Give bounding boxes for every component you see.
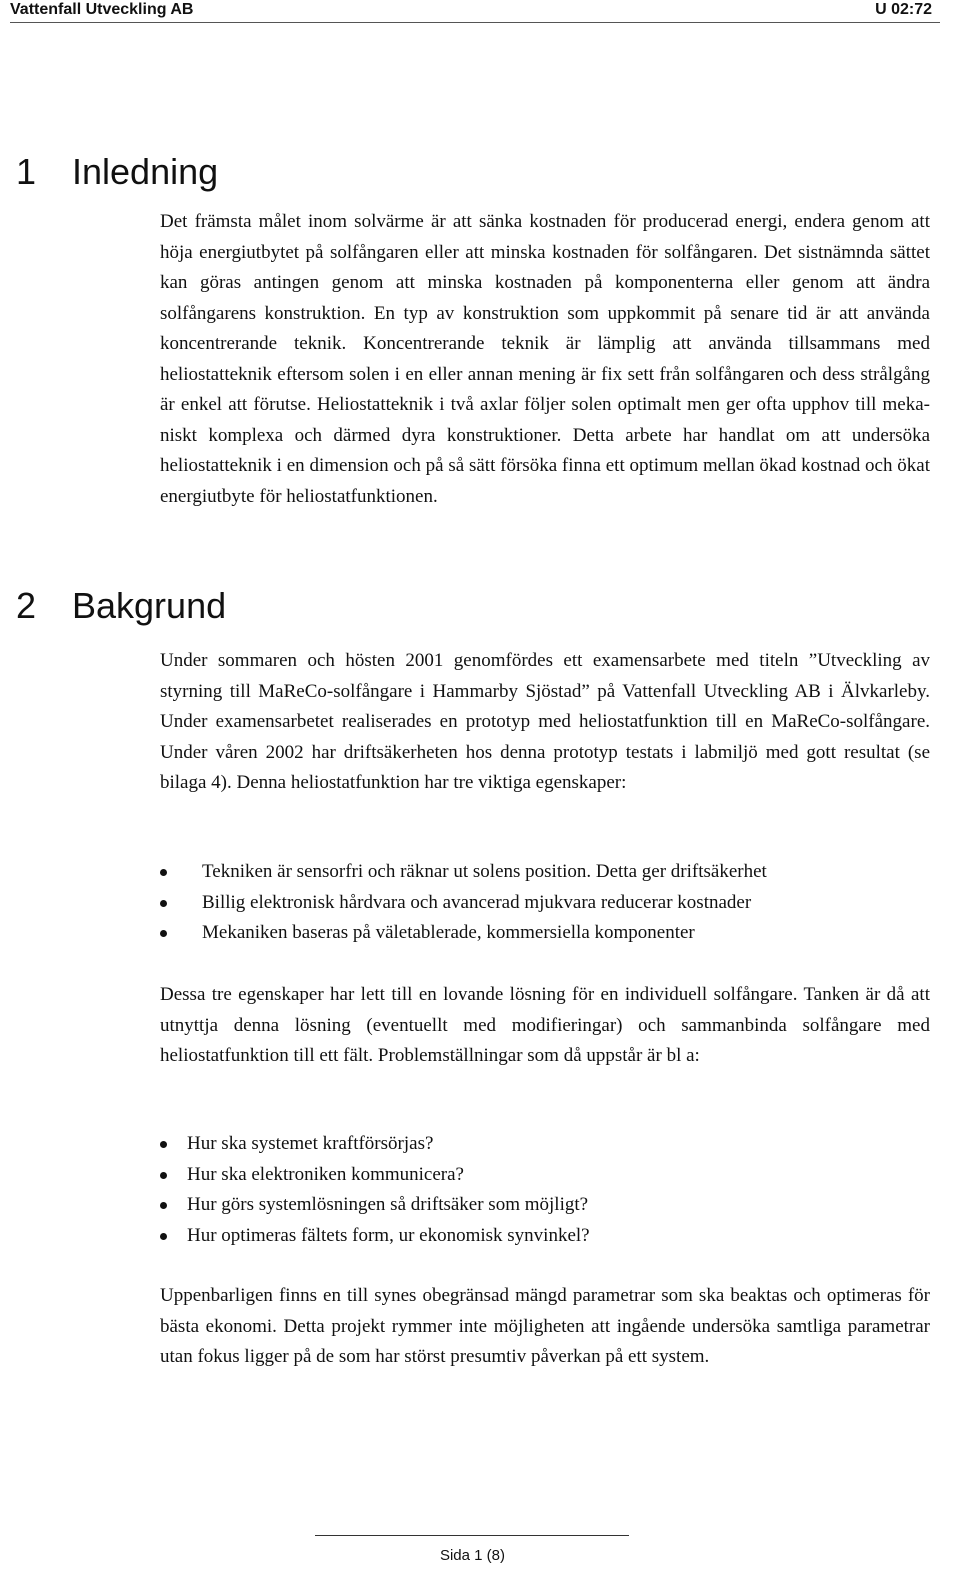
section-heading-inledning: [16, 152, 218, 192]
paragraph: Under sommaren och hösten 2001 genomfördes ett examensarbete med titeln ”Utveckling av styrning till MaReCo-solfångare i Hammarby Sjöstad” på Vattenfall Utveckling AB i Älvkarleby. Under examensarbetet realiserades en prototyp med heliostatfunktion till en MaReCo-solfångare. Under våren 2002 har driftsäkerheten hos denna prototyp testats i labmiljö med gott resultat (se bilaga 4). Denna heliostatfunktion har tre viktiga egenskaper:: [160, 650, 930, 793]
list-item: Billig elektronisk hårdvara och avancerad mjukvara reducerar kostnader: [160, 888, 930, 919]
section-heading-bakgrund: [16, 586, 226, 626]
paragraph: Uppenbarligen finns en till synes obegränsad mängd parametrar som ska beaktas och optimeras för bästa ekonomi. Detta projekt rymmer inte möjligheten att ingående undersöka samtliga parametrar utan fokus ligger på de som har störst presumtiv påverkan på ett system.: [160, 1285, 930, 1367]
section-title: Inledning: [72, 151, 219, 192]
paragraph: Det främsta målet inom solvärme är att sänka kostnaden för producerad energi, endera genom att höja energiutbytet på solfångaren eller att minska kostnaden för solfångaren. Det sistnämnda sättet kan göras antingen genom att minska kostnaden på komponenterna eller genom att ändra solfångarens konstruktion. En typ av konstruktion som uppkommit på senare tid är att använda koncentrerande teknik. Koncentrerande teknik är lämplig att använda tillsammans med heliostatteknik eftersom solen i en eller annan mening är fix sett från solfångaren och dess strålgång är enkel att förutse. Heliostatteknik i två axlar följer solen optimalt men ger ofta upphov till mekaniskt komplexa och därmed dyra konstruktioner. Detta arbete har handlat om att undersöka heliostatteknik i en dimension och på så sätt försöka finna ett optimum mellan ökad kostnad och ökat energiutbyte för heliostatfunktionen.: [160, 211, 930, 507]
list-item: Hur görs systemlösningen så driftsäker som möjligt?: [160, 1190, 930, 1221]
background-body-2: [160, 980, 930, 1072]
section-title: Bakgrund: [72, 585, 227, 626]
section-number: 2: [16, 585, 37, 626]
intro-body: [160, 207, 930, 512]
paragraph: Dessa tre egenskaper har lett till en lovande lösning för en individuell solfångare. Tanken är då att utnyttja denna lösning (eventuellt med modifieringar) och sammanbinda solfångare med heliostatfunktion till ett fält. Problemställningar som då uppstår är bl a:: [160, 984, 930, 1066]
page-number: Sida 1 (8): [439, 1547, 506, 1564]
background-body-3: [160, 1281, 930, 1373]
list-item: Tekniken är sensorfri och räknar ut solens position. Detta ger driftsäkerhet: [160, 857, 930, 888]
questions-list: [160, 1129, 930, 1251]
running-header: [10, 0, 940, 23]
list-item: Hur ska elektroniken kommunicera?: [160, 1160, 930, 1191]
footer-divider: [315, 1535, 629, 1536]
list-item: Mekaniken baseras på väletablerade, kommersiella komponenter: [160, 918, 930, 949]
list-item: Hur ska systemet kraftförsörjas?: [160, 1129, 930, 1160]
header-doc-code: U 02:72: [875, 1, 932, 18]
background-body-1: [160, 646, 930, 799]
section-number: 1: [16, 151, 37, 192]
properties-list: [160, 857, 930, 949]
header-company: Vattenfall Utveckling AB: [10, 1, 194, 18]
list-item: Hur optimeras fältets form, ur ekonomisk synvinkel?: [160, 1221, 930, 1252]
